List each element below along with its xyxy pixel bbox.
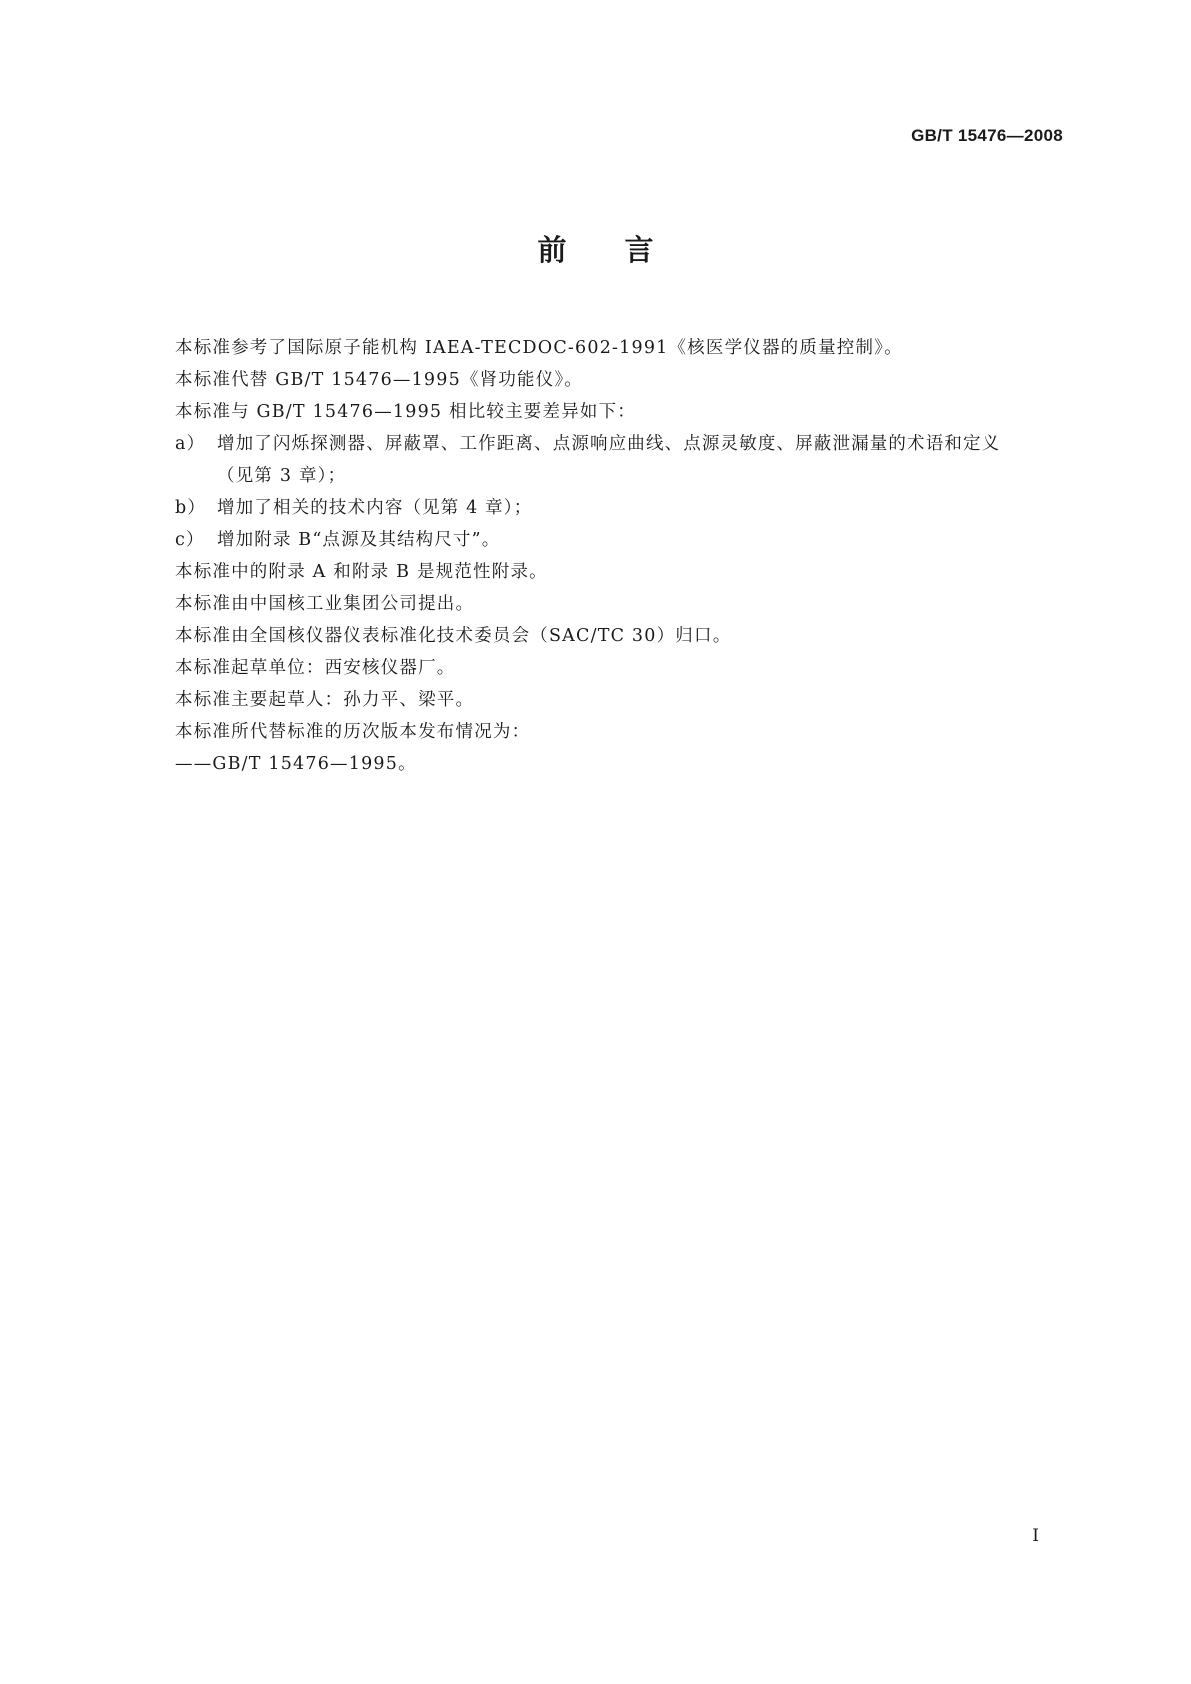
list-item (175, 524, 1055, 556)
paragraph: 本标准所代替标准的历次版本发布情况为： (175, 722, 531, 742)
list-item (175, 428, 1055, 492)
list-item-line: 增加附录 B“点源及其结构尺寸”。 (217, 530, 501, 550)
paragraph: 本标准由全国核仪器仪表标准化技术委员会（SAC/TC 30）归口。 (175, 626, 732, 646)
list-item-text (217, 524, 1055, 556)
paragraph: ——GB/T 15476—1995。 (175, 754, 417, 774)
list-item-line: （见第 3 章）； (217, 466, 347, 486)
paragraph: 本标准中的附录 A 和附录 B 是规范性附录。 (175, 562, 548, 582)
list-item-line: 增加了相关的技术内容（见第 4 章）； (217, 498, 533, 518)
paragraph: 本标准参考了国际原子能机构 IAEA-TECDOC-602-1991《核医学仪器的质量控制》。 (175, 338, 903, 358)
list-item (175, 492, 1055, 524)
standard-code: GB/T 15476—2008 (911, 126, 1063, 145)
paragraph: 本标准代替 GB/T 15476—1995《肾功能仪》。 (175, 370, 584, 390)
list-item-text (217, 492, 1055, 524)
list-item-label: b） (175, 498, 207, 518)
paragraph: 本标准起草单位：西安核仪器厂。 (175, 658, 456, 678)
paragraph: 本标准主要起草人：孙力平、梁平。 (175, 690, 475, 710)
list-item-line: 增加了闪烁探测器、屏蔽罩、工作距离、点源响应曲线、点源灵敏度、屏蔽泄漏量的术语和定义 (217, 434, 1001, 454)
page-number: I (1032, 1526, 1039, 1546)
foreword-body (175, 332, 1055, 780)
list-item-label: c） (175, 530, 205, 550)
paragraph: 本标准由中国核工业集团公司提出。 (175, 594, 475, 614)
page-title: 前言 (537, 233, 712, 267)
paragraph: 本标准与 GB/T 15476—1995 相比较主要差异如下： (175, 402, 637, 422)
list-item-text (217, 428, 1055, 492)
list-item-label: a） (175, 434, 206, 454)
